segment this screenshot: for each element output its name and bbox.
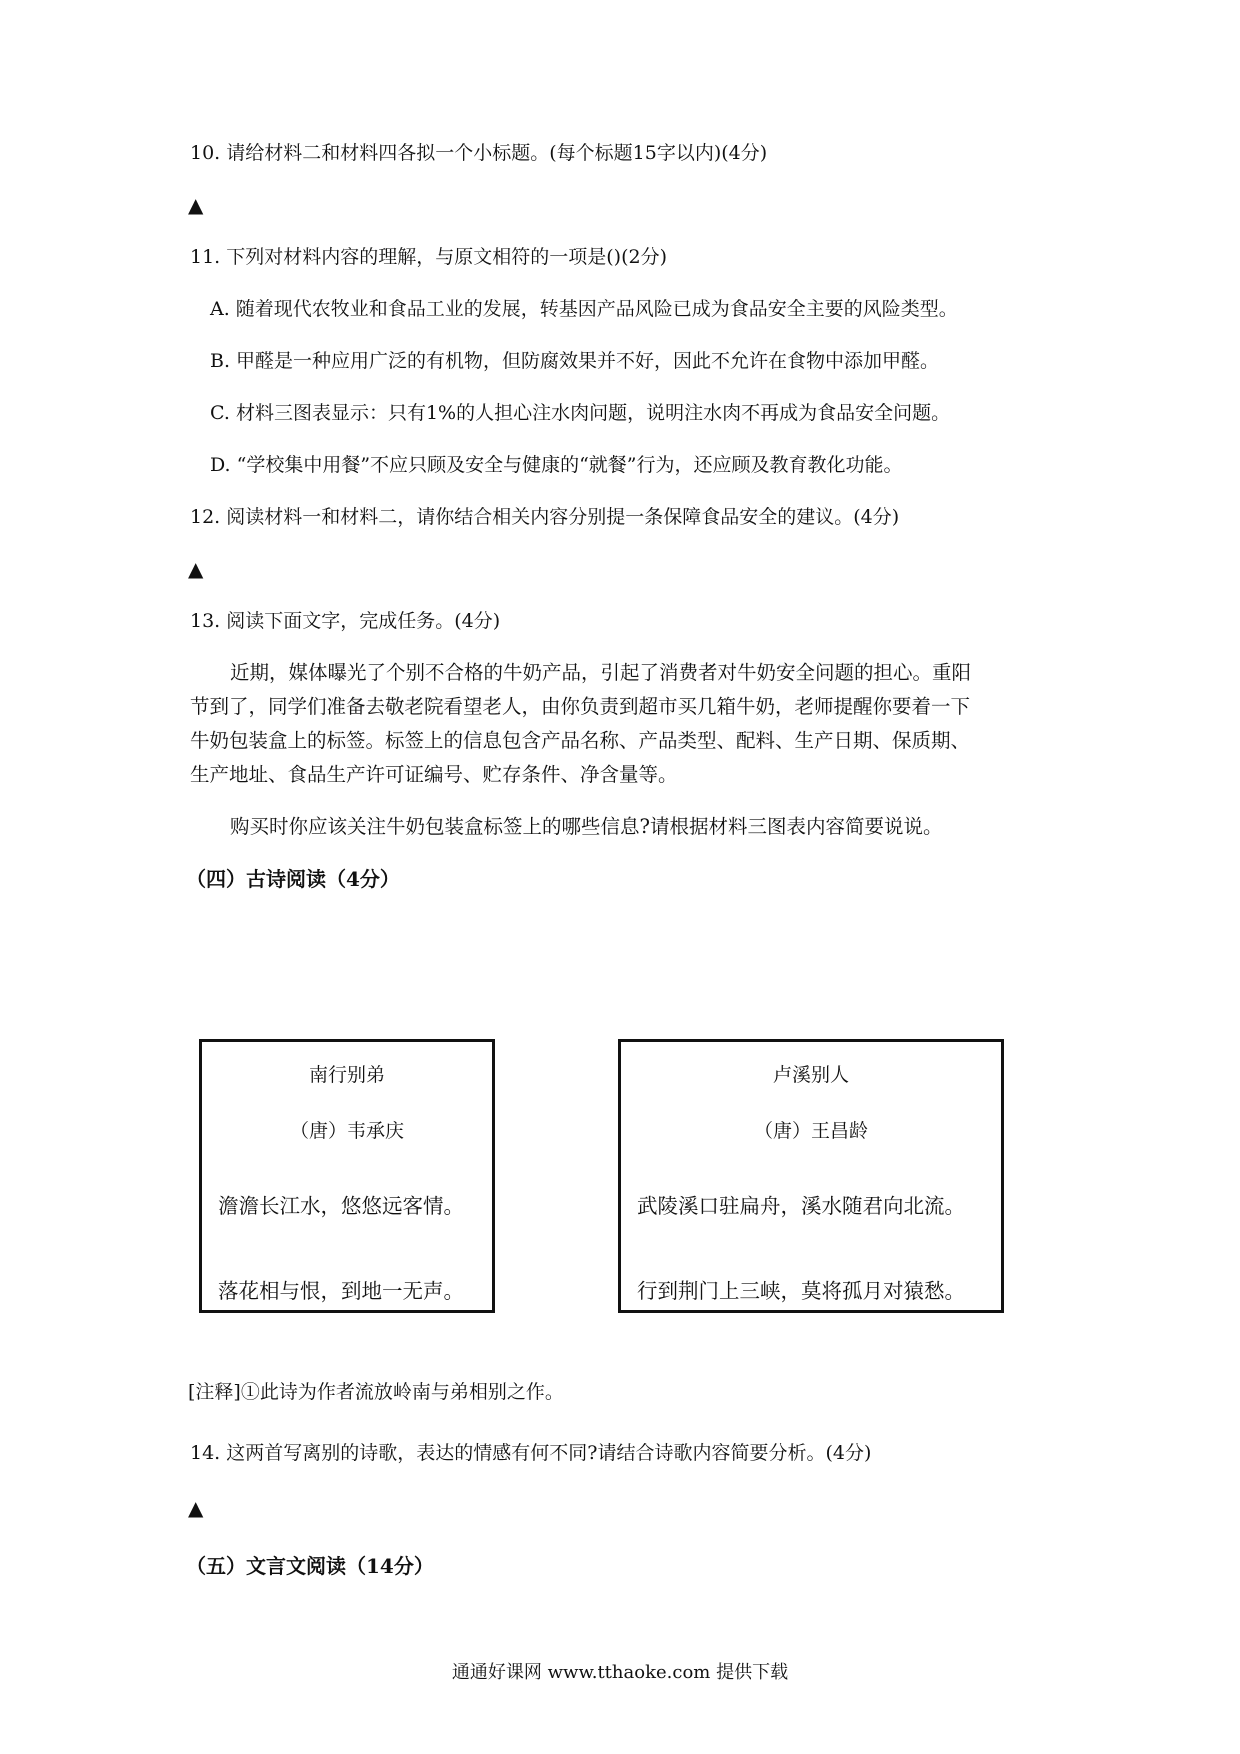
poem-line: 落花相与恨，到地一无声。 xyxy=(218,1279,464,1303)
question-11-option-a: A. 随着现代农牧业和食品工业的发展，转基因产品风险已成为食品安全主要的风险类型。 xyxy=(210,298,958,320)
answer-mark-14: ▲ xyxy=(188,1496,204,1520)
question-13-stem: 13. 阅读下面文字，完成任务。(4分) xyxy=(190,610,501,632)
poem-author: （唐）韦承庆 xyxy=(289,1120,404,1142)
question-13-para-line-4: 生产地址、食品生产许可证编号、贮存条件、净含量等。 xyxy=(190,763,678,786)
poem-box-2 xyxy=(618,1039,1004,1313)
poem-note: [注释]①此诗为作者流放岭南与弟相别之作。 xyxy=(188,1381,564,1403)
question-13-para-line-2: 节到了，同学们准备去敬老院看望老人，由你负责到超市买几箱牛奶，老师提醒你要着一下 xyxy=(190,695,971,718)
answer-mark-12: ▲ xyxy=(188,557,204,581)
poem-line: 行到荆门上三峡，莫将孤月对猿愁。 xyxy=(637,1279,965,1303)
question-11-option-d: D. “学校集中用餐”不应只顾及安全与健康的“就餐”行为，还应顾及教育教化功能。 xyxy=(210,454,903,476)
question-13-para-line-3: 牛奶包装盒上的标签。标签上的信息包含产品名称、产品类型、配料、生产日期、保质期、 xyxy=(190,729,971,752)
question-14: 14. 这两首写离别的诗歌，表达的情感有何不同?请结合诗歌内容简要分析。(4分) xyxy=(190,1442,872,1464)
poem-box-1 xyxy=(199,1039,495,1313)
section-4-heading: （四）古诗阅读（4分） xyxy=(186,867,400,891)
poem-title: 卢溪别人 xyxy=(772,1064,849,1086)
question-12: 12. 阅读材料一和材料二，请你结合相关内容分别提一条保障食品安全的建议。(4分) xyxy=(190,506,900,528)
answer-mark-10: ▲ xyxy=(188,193,204,217)
poem-line: 澹澹长江水，悠悠远客情。 xyxy=(218,1194,464,1218)
poem-author: （唐）王昌龄 xyxy=(753,1120,868,1142)
question-13-para-line-1: 近期，媒体曝光了个别不合格的牛奶产品，引起了消费者对牛奶安全问题的担心。重阳 xyxy=(230,661,972,684)
question-13-task: 购买时你应该关注牛奶包装盒标签上的哪些信息?请根据材料三图表内容简要说说。 xyxy=(230,815,943,838)
question-11-option-c: C. 材料三图表显示：只有1%的人担心注水肉问题，说明注水肉不再成为食品安全问题。 xyxy=(210,402,951,424)
poem-line: 武陵溪口驻扁舟，溪水随君向北流。 xyxy=(637,1194,965,1218)
question-11-option-b: B. 甲醛是一种应用广泛的有机物，但防腐效果并不好，因此不允许在食物中添加甲醛。 xyxy=(210,350,940,372)
question-11-stem: 11. 下列对材料内容的理解，与原文相符的一项是()(2分) xyxy=(190,246,667,268)
section-5-heading: （五）文言文阅读（14分） xyxy=(186,1554,434,1578)
poem-title: 南行别弟 xyxy=(308,1064,385,1086)
question-10: 10. 请给材料二和材料四各拟一个小标题。(每个标题15字以内)(4分) xyxy=(190,142,768,164)
page-footer: 通通好课网 www.tthaoke.com 提供下载 xyxy=(451,1662,789,1683)
